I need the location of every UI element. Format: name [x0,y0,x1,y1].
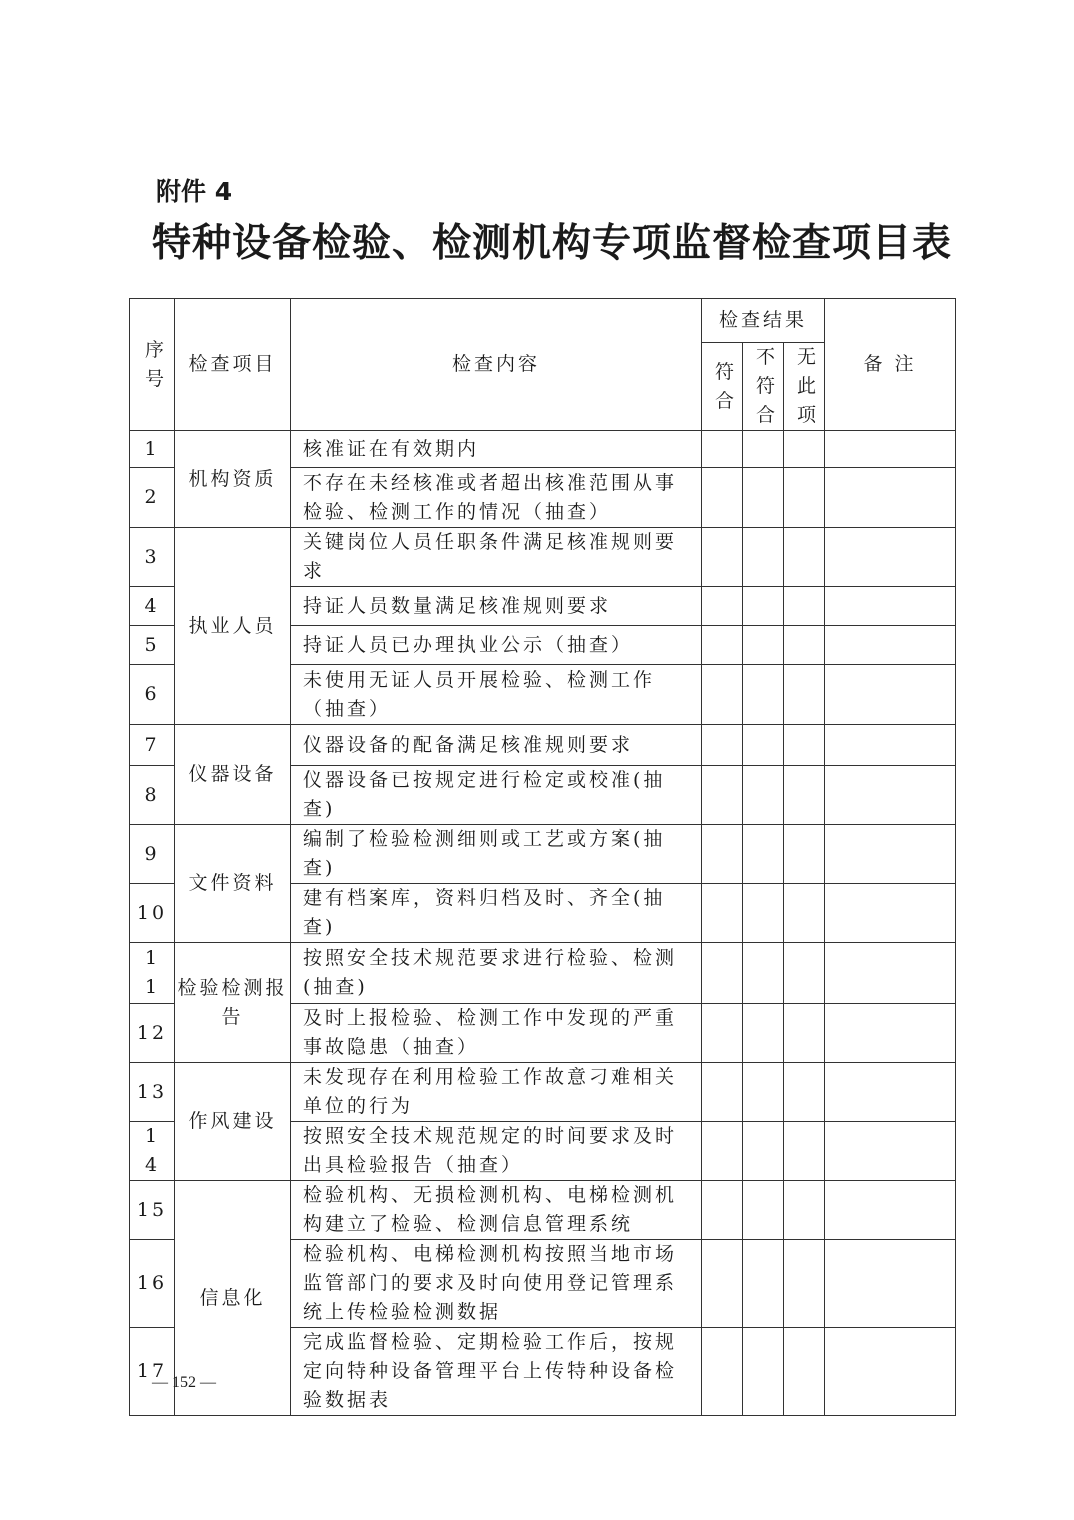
remark-cell[interactable] [825,1063,956,1122]
row-category: 文件资料 [175,825,291,943]
check-nonconform[interactable] [743,626,784,665]
row-content: 关键岗位人员任职条件满足核准规则要求 [291,528,702,587]
check-conform[interactable] [702,943,743,1004]
check-conform[interactable] [702,431,743,468]
check-na[interactable] [784,587,825,626]
row-content: 完成监督检验、定期检验工作后，按规定向特种设备管理平台上传特种设备检验数据表 [291,1328,702,1416]
row-category: 执业人员 [175,528,291,725]
table-row [130,431,956,468]
row-content: 不存在未经核准或者超出核准范围从事检验、检测工作的情况（抽查） [291,468,702,528]
row-content: 核准证在有效期内 [291,431,702,468]
page-number: — 152 — [152,1374,216,1391]
row-content: 编制了检验检测细则或工艺或方案(抽查) [291,825,702,884]
row-content: 持证人员数量满足核准规则要求 [291,587,702,626]
row-content: 仪器设备的配备满足核准规则要求 [291,725,702,766]
row-content: 未使用无证人员开展检验、检测工作（抽查） [291,665,702,725]
row-seq: 3 [130,528,175,587]
check-nonconform[interactable] [743,431,784,468]
check-na[interactable] [784,825,825,884]
row-seq: 15 [130,1181,175,1240]
row-seq: 10 [130,884,175,943]
check-nonconform[interactable] [743,587,784,626]
check-conform[interactable] [702,528,743,587]
header-remark: 备 注 [825,299,956,431]
remark-cell[interactable] [825,1004,956,1063]
check-nonconform[interactable] [743,884,784,943]
row-content: 持证人员已办理执业公示（抽查） [291,626,702,665]
check-conform[interactable] [702,725,743,766]
table-row [130,528,956,587]
remark-cell[interactable] [825,587,956,626]
inspection-table [129,298,956,1416]
check-conform[interactable] [702,884,743,943]
row-content: 检验机构、电梯检测机构按照当地市场监管部门的要求及时向使用登记管理系统上传检验检测数据 [291,1240,702,1328]
header-seq: 序号 [130,299,175,431]
check-nonconform[interactable] [743,1181,784,1240]
check-na[interactable] [784,468,825,528]
check-conform[interactable] [702,766,743,825]
check-nonconform[interactable] [743,766,784,825]
remark-cell[interactable] [825,431,956,468]
row-seq: 8 [130,766,175,825]
header-item: 检查项目 [175,299,291,431]
remark-cell[interactable] [825,1181,956,1240]
check-conform[interactable] [702,825,743,884]
check-conform[interactable] [702,665,743,725]
remark-cell[interactable] [825,766,956,825]
check-conform[interactable] [702,626,743,665]
row-content: 建有档案库，资料归档及时、齐全(抽查) [291,884,702,943]
check-conform[interactable] [702,1063,743,1122]
header-result: 检查结果 [702,299,825,343]
row-content: 仪器设备已按规定进行检定或校准(抽查) [291,766,702,825]
remark-cell[interactable] [825,943,956,1004]
check-na[interactable] [784,1328,825,1416]
remark-cell[interactable] [825,626,956,665]
table-row [130,825,956,884]
row-seq: 2 [130,468,175,528]
row-seq: 7 [130,725,175,766]
check-na[interactable] [784,1181,825,1240]
check-na[interactable] [784,528,825,587]
remark-cell[interactable] [825,725,956,766]
header-na: 无此项 [784,343,825,431]
table-row [130,725,956,766]
check-na[interactable] [784,766,825,825]
row-category: 作风建设 [175,1063,291,1181]
check-conform[interactable] [702,468,743,528]
row-content: 未发现存在利用检验工作故意刁难相关单位的行为 [291,1063,702,1122]
row-content: 检验机构、无损检测机构、电梯检测机构建立了检验、检测信息管理系统 [291,1181,702,1240]
check-na[interactable] [784,1004,825,1063]
check-nonconform[interactable] [743,468,784,528]
row-content: 及时上报检验、检测工作中发现的严重事故隐患（抽查） [291,1004,702,1063]
header-conform: 符合 [702,343,743,431]
row-category: 检验检测报告 [175,943,291,1063]
row-seq: 17 [130,1328,175,1416]
check-conform[interactable] [702,1328,743,1416]
header-nonconform: 不符合 [743,343,784,431]
check-conform[interactable] [702,1240,743,1328]
row-seq: 12 [130,1004,175,1063]
check-nonconform[interactable] [743,725,784,766]
check-na[interactable] [784,1063,825,1122]
check-nonconform[interactable] [743,1004,784,1063]
row-category: 仪器设备 [175,725,291,825]
remark-cell[interactable] [825,528,956,587]
header-content: 检查内容 [291,299,702,431]
page-title: 特种设备检验、检测机构专项监督检查项目表 [152,221,953,266]
remark-cell[interactable] [825,884,956,943]
row-category: 机构资质 [175,431,291,528]
check-conform[interactable] [702,1181,743,1240]
check-nonconform[interactable] [743,943,784,1004]
row-seq: 1 [130,431,175,468]
row-seq: 11 [130,943,175,1004]
check-na[interactable] [784,665,825,725]
remark-cell[interactable] [825,825,956,884]
row-seq: 16 [130,1240,175,1328]
remark-cell[interactable] [825,665,956,725]
row-category: 信息化 [175,1181,291,1416]
row-content: 按照安全技术规范要求进行检验、检测(抽查) [291,943,702,1004]
row-seq: 13 [130,1063,175,1122]
row-seq: 14 [130,1122,175,1181]
table-row [130,1063,956,1122]
attachment-label: 附件 4 [156,177,233,206]
check-na[interactable] [784,725,825,766]
check-conform[interactable] [702,587,743,626]
check-na[interactable] [784,626,825,665]
remark-cell[interactable] [825,1122,956,1181]
check-nonconform[interactable] [743,1122,784,1181]
row-seq: 6 [130,665,175,725]
check-na[interactable] [784,943,825,1004]
check-nonconform[interactable] [743,665,784,725]
check-nonconform[interactable] [743,528,784,587]
remark-cell[interactable] [825,468,956,528]
check-na[interactable] [784,1240,825,1328]
row-seq: 4 [130,587,175,626]
check-nonconform[interactable] [743,1240,784,1328]
row-content: 按照安全技术规范规定的时间要求及时出具检验报告（抽查） [291,1122,702,1181]
remark-cell[interactable] [825,1328,956,1416]
check-na[interactable] [784,431,825,468]
check-nonconform[interactable] [743,825,784,884]
check-na[interactable] [784,884,825,943]
check-conform[interactable] [702,1004,743,1063]
check-conform[interactable] [702,1122,743,1181]
check-nonconform[interactable] [743,1063,784,1122]
row-seq: 5 [130,626,175,665]
check-na[interactable] [784,1122,825,1181]
table-row [130,1181,956,1240]
row-seq: 9 [130,825,175,884]
table-row [130,943,956,1004]
check-nonconform[interactable] [743,1328,784,1416]
remark-cell[interactable] [825,1240,956,1328]
